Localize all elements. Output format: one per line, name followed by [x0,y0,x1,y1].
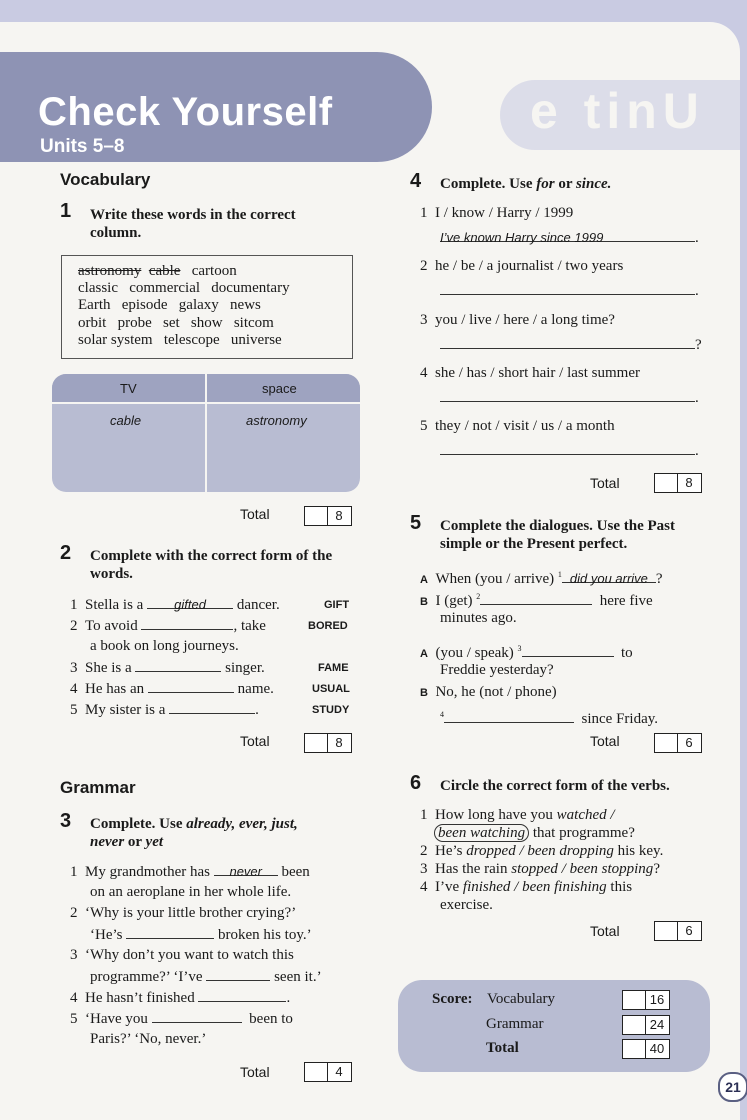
instruction-text: already, ever, just, [186,816,298,832]
item-number: 2 [420,843,428,859]
word-cue: GIFT [324,599,350,611]
exercise-item [70,679,274,699]
item-number: 2 [420,258,428,274]
speaker-label: A [420,648,428,660]
item-text: his key. [617,843,664,859]
score-max: 6 [685,735,693,750]
item-end: . [695,443,699,459]
answer-blank[interactable] [440,388,695,402]
gap-number: 2 [476,592,481,601]
score-box [304,506,352,526]
item-end: ? [695,337,702,353]
total-label: Total [590,475,620,491]
score-input[interactable] [623,991,646,1009]
score-input[interactable] [305,1063,328,1081]
item-text: ‘He’s [90,927,123,943]
exercise-item: 3 ‘Why don’t you want to watch this [70,947,294,963]
item-text: ‘Why don’t you want to watch this [85,947,294,963]
section-heading-vocabulary: Vocabulary [60,170,151,189]
answer-line [440,388,699,408]
score-box [304,733,352,753]
score-row-name: Grammar [486,1016,544,1032]
exercise-item-continued: a book on long journeys. [90,638,239,654]
exercise-instruction: Write these words in the correct column. [90,207,296,241]
exercise-item: 5 ‘Have you been to [70,1011,293,1027]
score-input[interactable] [305,507,328,525]
score-max: 4 [335,1064,343,1079]
item-number: 3 [420,861,428,877]
instruction-text: for [536,176,555,192]
answer-line [440,335,702,355]
word-cue: BORED [308,620,348,632]
item-number: 1 [420,205,428,221]
score-box [622,1015,670,1035]
total-label: Total [240,733,270,749]
page-number: 21 [718,1072,747,1102]
item-text: singer. [225,660,265,676]
item-number: 2 [70,618,78,634]
exercise-item [70,658,265,678]
verb-option[interactable]: dropped / been dropping [466,843,614,859]
item-text: To avoid [85,618,138,634]
score-input[interactable] [655,922,678,940]
verb-option[interactable]: watched / [556,807,615,823]
verb-option[interactable]: finished / been finishing [462,879,607,895]
word-box [61,255,353,359]
page-title: Check Yourself [38,90,333,134]
item-number: 3 [70,660,78,676]
exercise-item [420,364,640,383]
score-max: 24 [649,1017,665,1032]
speaker-label: B [420,687,428,699]
word-row: orbit probe set show sitcom [78,315,274,331]
exercise-number: 5 [410,512,422,534]
dialogue-text: When (you / arrive) [435,571,555,587]
instruction-text: Complete. Use [90,816,183,832]
dialogue-line [420,683,557,703]
score-max: 6 [685,923,693,938]
answer-blank[interactable] [198,988,286,1002]
item-text: My grandmother has [85,864,210,880]
answer-blank[interactable] [135,658,221,672]
instruction-text: or [127,834,142,850]
item-text: . [255,702,259,718]
instruction-text: never [90,834,125,850]
item-number: 1 [70,597,78,613]
exercise-item [420,204,573,223]
item-text: Stella is a [85,597,144,613]
answer-blank[interactable]: I’ve known Harry since 1999 [440,228,695,242]
exercise-number: 1 [60,200,72,222]
exercise-number: 3 [60,810,72,832]
answer-line [440,281,699,301]
score-max: 8 [335,508,343,523]
ghost-unit-text: e tinU [530,83,705,139]
item-prompt: she / has / short hair / last summer [435,365,640,381]
exercise-instruction [440,175,611,193]
section-heading-grammar: Grammar [60,778,136,797]
item-text: name. [237,681,274,697]
total-label: Total [590,923,620,939]
gap-number: 4 [440,710,444,719]
item-text: been to [249,1011,293,1027]
score-box [654,473,702,493]
total-label: Total [240,506,270,522]
table-cell-space: astronomy [246,413,307,428]
title-banner [0,52,432,162]
item-number: 1 [420,807,428,823]
dialogue-text: since Friday. [581,711,659,727]
word-cue: STUDY [312,704,350,716]
item-end: . [695,283,699,299]
total-label: Total [590,733,620,749]
item-end: . [695,230,699,246]
gap-number: 3 [517,644,522,653]
score-box [622,1039,670,1059]
score-row-name: Vocabulary [487,991,556,1007]
answer-blank[interactable] [440,281,695,295]
answer-blank[interactable] [480,591,592,605]
exercise-number: 2 [60,542,72,564]
table-cell-tv: cable [110,413,142,428]
item-end: . [695,390,699,406]
score-input[interactable] [623,1040,646,1058]
item-number: 4 [420,365,428,381]
item-text: ? [653,861,660,877]
instruction-text: or [558,176,573,192]
exercise-item [70,616,266,636]
instruction-text: since. [575,176,612,192]
answer-line [440,441,699,461]
category-table [52,374,360,492]
table-divider [205,374,207,492]
score-max: 16 [649,992,665,1007]
exercise-item: 4 He hasn’t finished . [70,990,291,1006]
exercise-item [420,311,615,330]
word-cue: FAME [318,662,349,674]
exercise-number: 4 [410,170,422,192]
answer-blank[interactable] [440,441,695,455]
instruction-text: Complete. Use [440,176,533,192]
exercise-item-continued [90,925,312,945]
exercise-item [420,878,632,897]
speaker-label: A [420,574,428,586]
answer-blank[interactable] [148,679,234,693]
item-text: Has the rain [435,861,508,877]
item-text: ‘Why is your little brother crying?’ [85,905,297,921]
answer-blank[interactable] [169,700,255,714]
item-text: broken his toy.’ [218,927,312,943]
score-max: 8 [335,735,343,750]
exercise-item [70,595,280,615]
item-text: ‘Have you [85,1011,148,1027]
item-text: seen it.’ [274,969,322,985]
item-number: 5 [70,702,78,718]
exercise-item [420,860,660,879]
exercise-item-continued [434,824,635,843]
answer-blank[interactable]: did you arrive [562,569,656,583]
score-panel [398,980,710,1072]
answer-line [440,228,699,248]
item-text: this [610,879,633,895]
table-header-tv: TV [120,381,137,396]
item-number: 4 [420,879,428,895]
answer-blank[interactable] [206,967,270,981]
answer-blank[interactable] [522,643,614,657]
item-text: I’ve [435,879,460,895]
item-number: 3 [420,312,428,328]
exercise-item: 1 My grandmother has never been [70,864,310,880]
item-text: He hasn’t finished [85,990,195,1006]
answer-blank[interactable] [444,709,574,723]
item-text: My sister is a [85,702,166,718]
verb-option[interactable]: stopped / been stopping [511,861,654,877]
item-text: He’s [435,843,463,859]
item-text: . [286,990,291,1006]
exercise-item: 2 ‘Why is your little brother crying?’ [70,905,297,921]
score-box [654,921,702,941]
score-box [654,733,702,753]
dialogue-text: to [621,645,633,661]
score-input[interactable] [655,474,678,492]
exercise-item [420,257,623,276]
item-text: How long have you [435,807,553,823]
dialogue-text: ? [655,571,663,587]
exercise-item-continued: Paris?’ ‘No, never.’ [90,1031,207,1047]
item-text: , take [233,618,266,634]
word-struck: cable [148,263,181,279]
exercise-item-continued [90,967,322,987]
exercise-number: 6 [410,772,422,794]
exercise-item [420,806,615,825]
dialogue-text: here five [599,593,653,609]
word-row: classic commercial documentary [78,280,290,296]
score-row-name: Total [486,1040,519,1056]
answer-blank[interactable]: never [214,862,278,876]
answer-blank[interactable] [440,335,695,349]
word-row: solar system telescope universe [78,332,282,348]
item-text: programme?’ ‘I’ve [90,969,203,985]
item-text: been [281,864,310,880]
word-cue: USUAL [312,683,350,695]
answer-blank[interactable] [152,1009,242,1023]
item-prompt: they / not / visit / us / a month [435,418,615,434]
exercise-item [420,842,663,861]
score-label: Score: [432,991,473,1007]
word-struck: astronomy [78,263,142,279]
word: cartoon [191,263,237,279]
answer-blank[interactable] [141,616,233,630]
score-input[interactable] [623,1016,646,1034]
dialogue-line-continued [440,705,658,729]
dialogue-text: No, he (not / phone) [435,684,557,700]
dialogue-text: (you / speak) [435,645,514,661]
dialogue-text: I (get) [435,593,473,609]
table-header-space: space [262,381,297,396]
exercise-item-continued: on an aeroplane in her whole life. [90,884,292,900]
item-prompt: I / know / Harry / 1999 [435,205,574,221]
score-box [622,990,670,1010]
exercise-item [420,417,615,436]
score-input[interactable] [305,734,328,752]
score-max: 40 [649,1041,665,1056]
exercise-instruction: Complete with the correct form of the words. [90,548,333,582]
item-text: dancer. [236,597,280,613]
score-input[interactable] [655,734,678,752]
item-prompt: he / be / a journalist / two years [435,258,624,274]
answer-blank[interactable]: gifted [147,595,233,609]
answer-blank[interactable] [126,925,214,939]
exercise-item [70,700,259,720]
dialogue-line-continued: minutes ago. [440,610,517,626]
exercise-instruction: Circle the correct form of the verbs. [440,778,670,794]
speaker-label: B [420,596,428,608]
item-prompt: you / live / here / a long time? [435,312,615,328]
page-subtitle: Units 5–8 [40,136,125,157]
instruction-text: yet [145,834,164,850]
score-box [304,1062,352,1082]
item-text: He has an [85,681,145,697]
score-max: 8 [685,475,693,490]
exercise-instruction [90,815,350,851]
total-label: Total [240,1064,270,1080]
word-row: Earth episode galaxy news [78,297,261,313]
dialogue-line-continued: Freddie yesterday? [440,662,554,678]
item-text: that programme? [532,825,635,841]
exercise-instruction: Complete the dialogues. Use the Past simple or the Present perfect. [440,518,675,552]
exercise-item-continued: exercise. [440,897,493,913]
item-number: 5 [420,418,428,434]
verb-option-circled[interactable]: been watching [434,824,529,842]
item-text: She is a [85,660,132,676]
item-number: 4 [70,681,78,697]
gap-number: 1 [557,570,562,579]
workbook-page [0,22,740,1120]
